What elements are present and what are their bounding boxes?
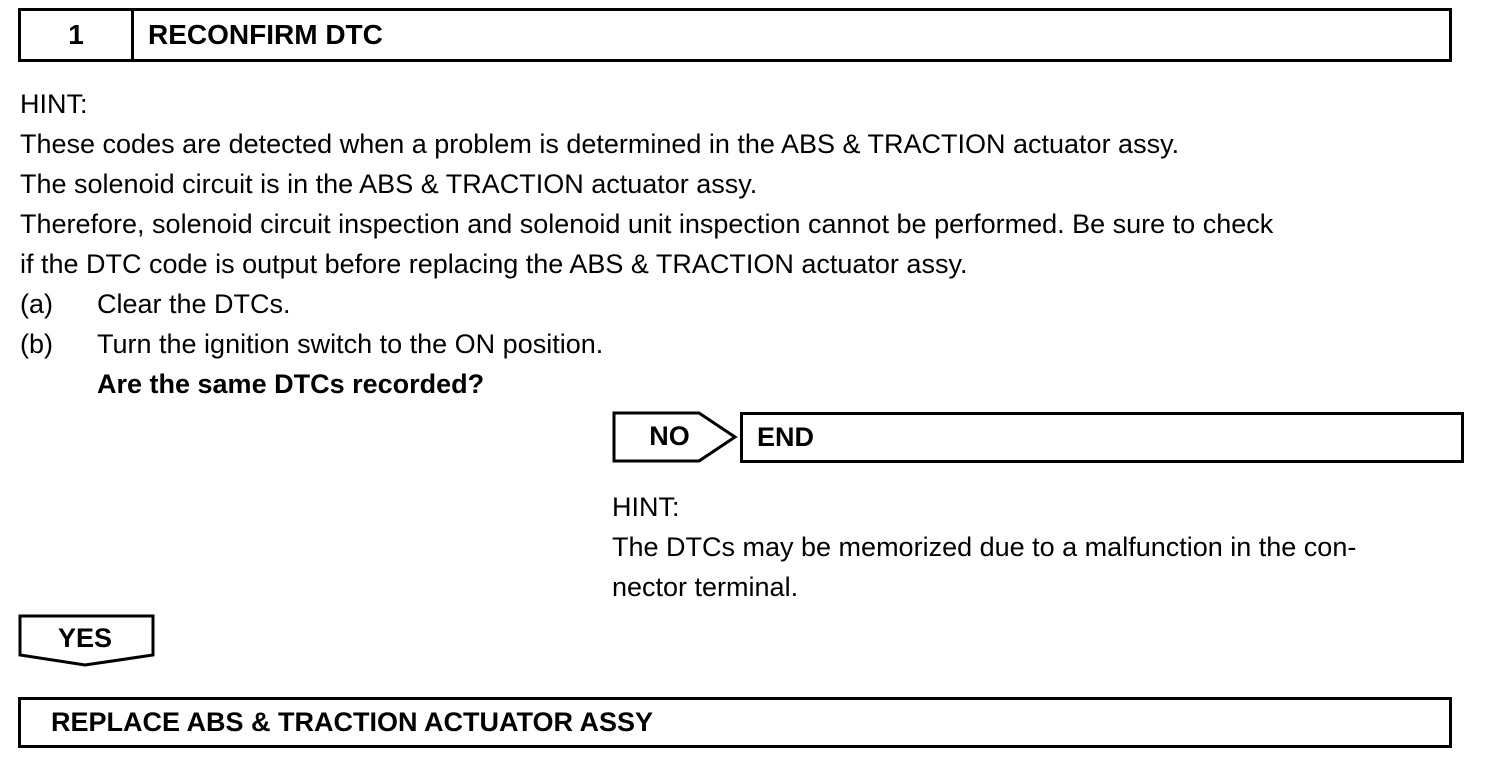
procedure-item-text: Clear the DTCs. [97, 289, 291, 319]
replace-action-box [18, 697, 1452, 748]
end-label: END [757, 422, 815, 452]
no-label: NO [649, 420, 690, 451]
replace-action-title: REPLACE ABS & TRACTION ACTUATOR ASSY [51, 707, 654, 737]
step-number: 1 [21, 11, 134, 59]
end-box [740, 412, 1464, 463]
question-text: Are the same DTCs recorded? [97, 369, 485, 399]
yes-label: YES [57, 622, 113, 653]
hint-line: The solenoid circuit is in the ABS & TRACTION actuator assy. [20, 169, 758, 199]
step-title: RECONFIRM DTC [148, 19, 383, 50]
no-hint-line: nector terminal. [612, 572, 799, 602]
hint-line: if the DTC code is output before replacing the ABS & TRACTION actuator assy. [20, 249, 968, 279]
no-hint-label: HINT: [612, 492, 680, 522]
procedure-item-label: (b) [20, 329, 53, 359]
no-hint-line: The DTCs may be memorized due to a malfunction in the con- [612, 532, 1357, 562]
hint-label: HINT: [20, 89, 88, 119]
procedure-item-text: Turn the ignition switch to the ON position. [97, 329, 604, 359]
step-header [18, 8, 1452, 62]
procedure-item-label: (a) [20, 289, 53, 319]
hint-line: Therefore, solenoid circuit inspection and solenoid unit inspection cannot be performed. Be sure to check [20, 209, 1274, 239]
hint-line: These codes are detected when a problem is determined in the ABS & TRACTION actuator assy. [20, 129, 1180, 159]
